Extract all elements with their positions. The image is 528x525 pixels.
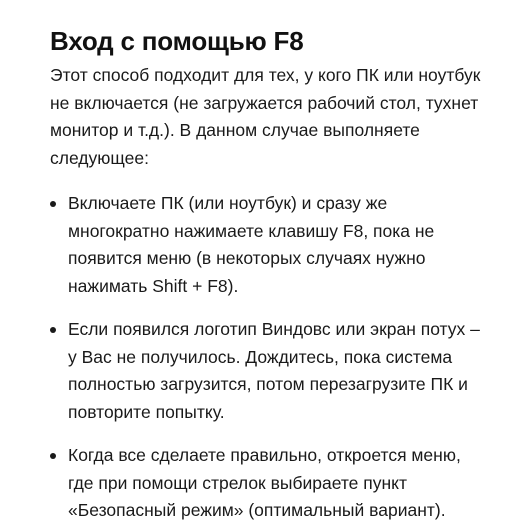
section-heading: Вход с помощью F8 bbox=[50, 26, 304, 56]
bullet-list bbox=[50, 190, 490, 525]
list-item bbox=[50, 316, 490, 426]
bullet-dot-icon bbox=[50, 327, 56, 333]
bullet-dot-icon bbox=[50, 453, 56, 459]
list-item-text: Когда все сделаете правильно, откроется меню, где при помощи стрелок выбираете пункт «Безопасный режим» (оптимальный вариант). bbox=[68, 445, 461, 520]
list-item bbox=[50, 190, 490, 300]
bullet-dot-icon bbox=[50, 201, 56, 207]
list-item-text: Если появился логотип Виндовс или экран потух – у Вас не получилось. Дождитесь, пока система полностью загрузится, потом перезагрузите ПК и повторите попытку. bbox=[68, 319, 480, 422]
list-item-text: Включаете ПК (или ноутбук) и сразу же многократно нажимаете клавишу F8, пока не появится меню (в некоторых случаях нужно нажимать Shift + F8). bbox=[68, 193, 435, 296]
list-item bbox=[50, 442, 490, 525]
intro-paragraph: Этот способ подходит для тех, у кого ПК или ноутбук не включается (не загружается рабочий стол, тухнет монитор и т.д.). В данном случае выполняете следующее: bbox=[50, 65, 481, 168]
